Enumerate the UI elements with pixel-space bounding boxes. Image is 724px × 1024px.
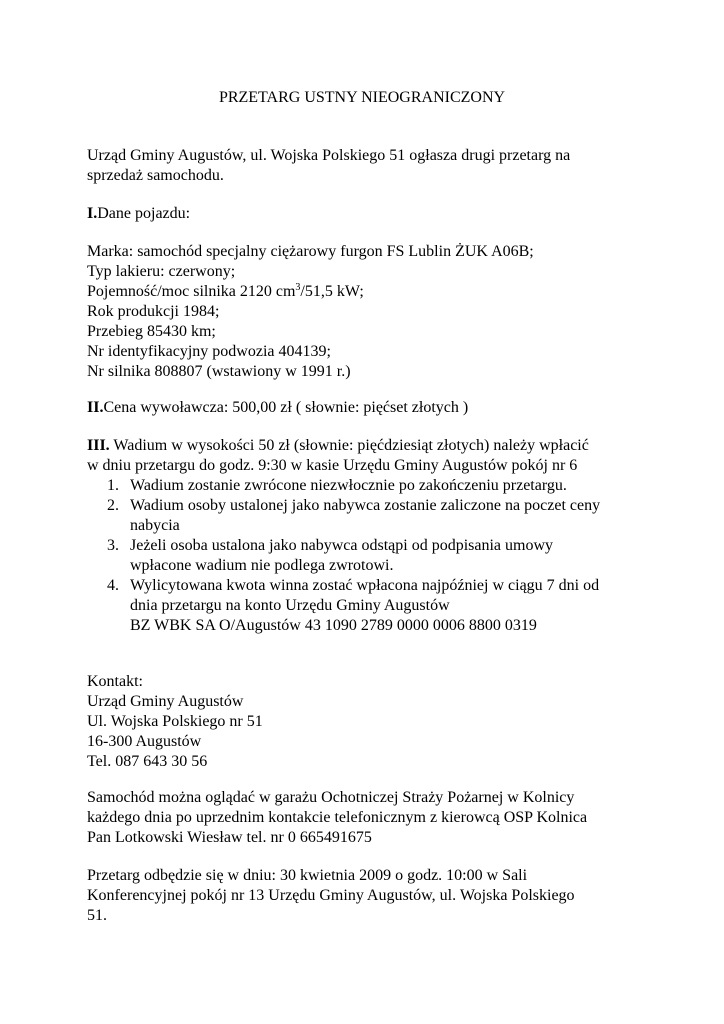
vehicle-engine-capacity: Pojemność/moc silnika 2120 $cm^3/51,5$ kW;: [87, 282, 364, 300]
section-2-label: II.: [87, 399, 104, 416]
contact-phone: Tel. 087 643 30 56: [87, 753, 208, 770]
viewing-line: Pan Lotkowski Wiesław tel. nr 0 665491675: [87, 829, 372, 846]
list-item: 4. Wylicytowana kwota winna zostać wpłacona najpóźniej w ciągu 7 dni od dnia przetargu na konto Urzędu Gminy Augustów BZ WBK SA O/Augustów 43 1090 2789 0000 0006 8800 0319: [107, 577, 600, 634]
intro-line: Urząd Gminy Augustów, ul. Wojska Polskiego 51 ogłasza drugi przetarg na: [87, 147, 571, 164]
tender-info-line: Przetarg odbędzie się w dniu: 30 kwietnia 2009 o godz. 10:00 w Sali: [87, 867, 528, 884]
intro-line: sprzedaż samochodu.: [87, 167, 224, 184]
tender-info-line: 51.: [87, 907, 107, 924]
list-item: 3. Jeżeli osoba ustalona jako nabywca odstąpi od podpisania umowy wpłacone wadium nie podlega zwrotowi.: [107, 537, 554, 574]
contact-city: 16-300 Augustów: [87, 733, 202, 750]
deposit-conditions-list: [87, 476, 647, 636]
tender-info-paragraph: [87, 866, 647, 926]
section-3-line: w dniu przetargu do godz. 9:30 w kasie Urzędu Gminy Augustów pokój nr 6: [87, 457, 578, 474]
viewing-line: każdego dnia po uprzednim kontakcie telefonicznym z kierowcą OSP Kolnica: [87, 809, 588, 826]
vehicle-details: [87, 242, 647, 382]
section-1-heading: [87, 204, 647, 224]
list-item: 2. Wadium osoby ustalonej jako nabywca zostanie zaliczone na poczet ceny nabycia: [107, 497, 601, 534]
contact-block: [87, 672, 647, 772]
vehicle-mileage: Przebieg 85430 km;: [87, 323, 216, 340]
section-3-line: Wadium w wysokości 50 zł (słownie: pięćdziesiąt złotych) należy wpłacić: [109, 437, 589, 454]
vehicle-year: Rok produkcji 1984;: [87, 303, 220, 320]
vehicle-chassis-number: Nr identyfikacyjny podwozia 404139;: [87, 343, 331, 360]
viewing-line: Samochód można oglądać w garażu Ochotniczej Straży Pożarnej w Kolnicy: [87, 789, 575, 806]
list-item: 1. Wadium zostanie zwrócone niezwłocznie po zakończeniu przetargu.: [107, 477, 567, 494]
document-title: PRZETARG USTNY NIEOGRANICZONY: [218, 89, 506, 106]
contact-org: Urząd Gminy Augustów: [87, 693, 244, 710]
tender-info-line: Konferencyjnej pokój nr 13 Urzędu Gminy Augustów, ul. Wojska Polskiego: [87, 887, 575, 904]
section-1-heading-text: Dane pojazdu:: [97, 205, 191, 222]
viewing-paragraph: [87, 788, 647, 848]
vehicle-paint: Typ lakieru: czerwony;: [87, 263, 236, 280]
section-2-text: Cena wywoławcza: 500,00 zł ( słownie: pięćset złotych ): [103, 399, 469, 416]
section-3-label: III.: [87, 437, 110, 454]
section-2-price: [87, 398, 647, 418]
section-1-label: I.: [87, 205, 98, 222]
contact-street: Ul. Wojska Polskiego nr 51: [87, 713, 263, 730]
intro-paragraph: [87, 146, 647, 186]
contact-label: Kontakt:: [87, 673, 143, 690]
section-3-deposit: [87, 436, 647, 476]
vehicle-make: Marka: samochód specjalny ciężarowy furgon FS Lublin ŻUK A06B;: [87, 243, 534, 260]
vehicle-engine-number: Nr silnika 808807 (wstawiony w 1991 r.): [87, 363, 351, 380]
